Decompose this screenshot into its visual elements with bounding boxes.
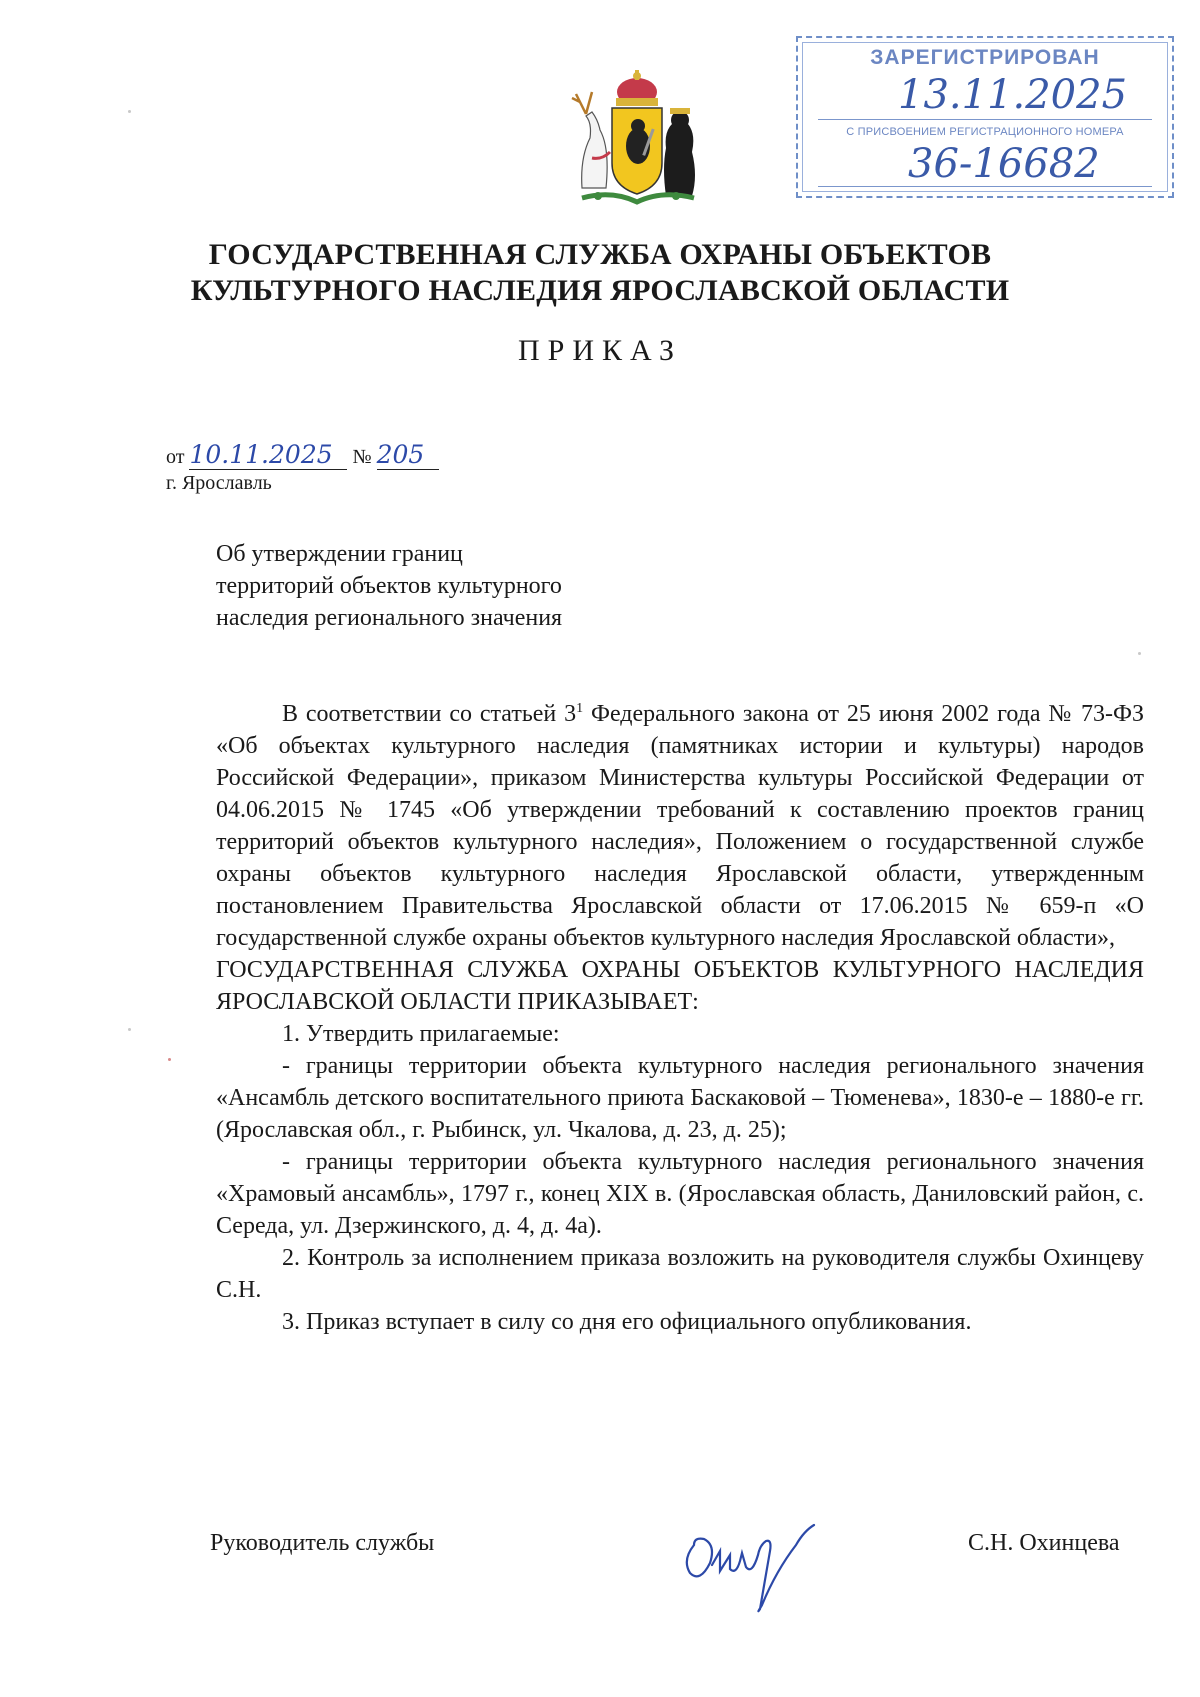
organization-title-line2: КУЛЬТУРНОГО НАСЛЕДИЯ ЯРОСЛАВСКОЙ ОБЛАСТИ bbox=[190, 274, 1010, 307]
scan-speck bbox=[128, 110, 131, 113]
order-body bbox=[216, 698, 1144, 1338]
handwritten-signature-icon bbox=[676, 1505, 826, 1615]
signatory-role: Руководитель службы bbox=[210, 1530, 435, 1556]
shield-icon bbox=[612, 108, 662, 194]
orders-paragraph: ГОСУДАРСТВЕННАЯ СЛУЖБА ОХРАНЫ ОБЪЕКТОВ КУЛЬТУРНОГО НАСЛЕДИЯ ЯРОСЛАВСКОЙ ОБЛАСТИ ПРИКАЗЫВАЕТ: bbox=[216, 957, 1144, 1015]
bear-supporter-icon bbox=[664, 108, 695, 196]
preamble-paragraph bbox=[216, 698, 1144, 954]
item-1-b: - границы территории объекта культурного наследия регионального значения «Храмовый ансамбль», 1797 г., конец XIX в. (Ярославская область, Даниловский район, с. Середа, ул. Дзержинского, д. 4, д. 4а). bbox=[216, 1149, 1144, 1239]
scan-speck bbox=[1138, 652, 1141, 655]
organization-title bbox=[0, 237, 1200, 309]
subject-line: наследия регионального значения bbox=[216, 605, 563, 631]
order-number-field bbox=[377, 440, 439, 470]
stamp-divider bbox=[818, 119, 1152, 120]
item-2: 2. Контроль за исполнением приказа возложить на руководителя службы Охинцеву С.Н. bbox=[216, 1245, 1144, 1303]
item-1: 1. Утвердить прилагаемые: bbox=[282, 1021, 560, 1047]
document-type: ПРИКАЗ bbox=[518, 334, 682, 367]
from-label: от bbox=[166, 446, 185, 468]
signatory-name: С.Н. Охинцева bbox=[968, 1530, 1120, 1556]
city: г. Ярославль bbox=[166, 472, 272, 494]
deer-supporter-icon bbox=[572, 92, 610, 188]
stamp-date: 13.11.2025 bbox=[898, 72, 1128, 118]
scan-speck bbox=[168, 1058, 171, 1061]
subject-line: территорий объектов культурного bbox=[216, 573, 562, 599]
preamble-text-start: В соответствии со статьей 3 bbox=[282, 701, 577, 727]
stamp-registration-number: 36-16682 bbox=[908, 141, 1100, 187]
preamble-text-rest: Федерального закона от 25 июня 2002 года № 73-ФЗ «Об объектах культурного наследия (памятниках истории и культуры) народов Российской Федерации», приказом Министерства культуры Российской Федерации от 04.06.2015 № 1745 «Об утверждении требований к составлению проектов границ территорий объектов культурного наследия», Положением о государственной службе охраны объектов культурного наследия Ярославской области, утвержденным постановлением Правительства Ярославской области от 17.06.2015 № 659-п «О государственной службе охраны объектов культурного наследия Ярославской области», bbox=[216, 701, 1144, 951]
subject-line: Об утверждении границ bbox=[216, 541, 463, 567]
preamble-superscript: 1 bbox=[576, 701, 584, 716]
order-date-field bbox=[189, 440, 347, 470]
stamp-subtitle: С ПРИСВОЕНИЕМ РЕГИСТРАЦИОННОГО НОМЕРА bbox=[846, 126, 1124, 138]
number-label: № bbox=[352, 446, 372, 468]
order-date-number bbox=[166, 440, 439, 470]
coat-of-arms-icon bbox=[562, 68, 712, 208]
organization-title-line1: ГОСУДАРСТВЕННАЯ СЛУЖБА ОХРАНЫ ОБЪЕКТОВ bbox=[208, 238, 992, 271]
registration-stamp bbox=[796, 36, 1174, 198]
stamp-divider bbox=[818, 186, 1152, 187]
item-1-a: - границы территории объекта культурного наследия регионального значения «Ансамбль детского воспитательного приюта Баскаковой – Тюменева», 1830-е – 1880-е гг. (Ярославская обл., г. Рыбинск, ул. Чкалова, д. 23, д. 25); bbox=[216, 1053, 1144, 1143]
order-subject bbox=[216, 538, 676, 634]
item-3: 3. Приказ вступает в силу со дня его официального опубликования. bbox=[282, 1309, 972, 1335]
crown-icon bbox=[616, 70, 658, 106]
order-date: 10.11.2025 bbox=[189, 440, 333, 469]
scan-speck bbox=[128, 1028, 131, 1031]
stamp-title: ЗАРЕГИСТРИРОВАН bbox=[870, 46, 1100, 69]
order-number: 205 bbox=[376, 440, 425, 469]
